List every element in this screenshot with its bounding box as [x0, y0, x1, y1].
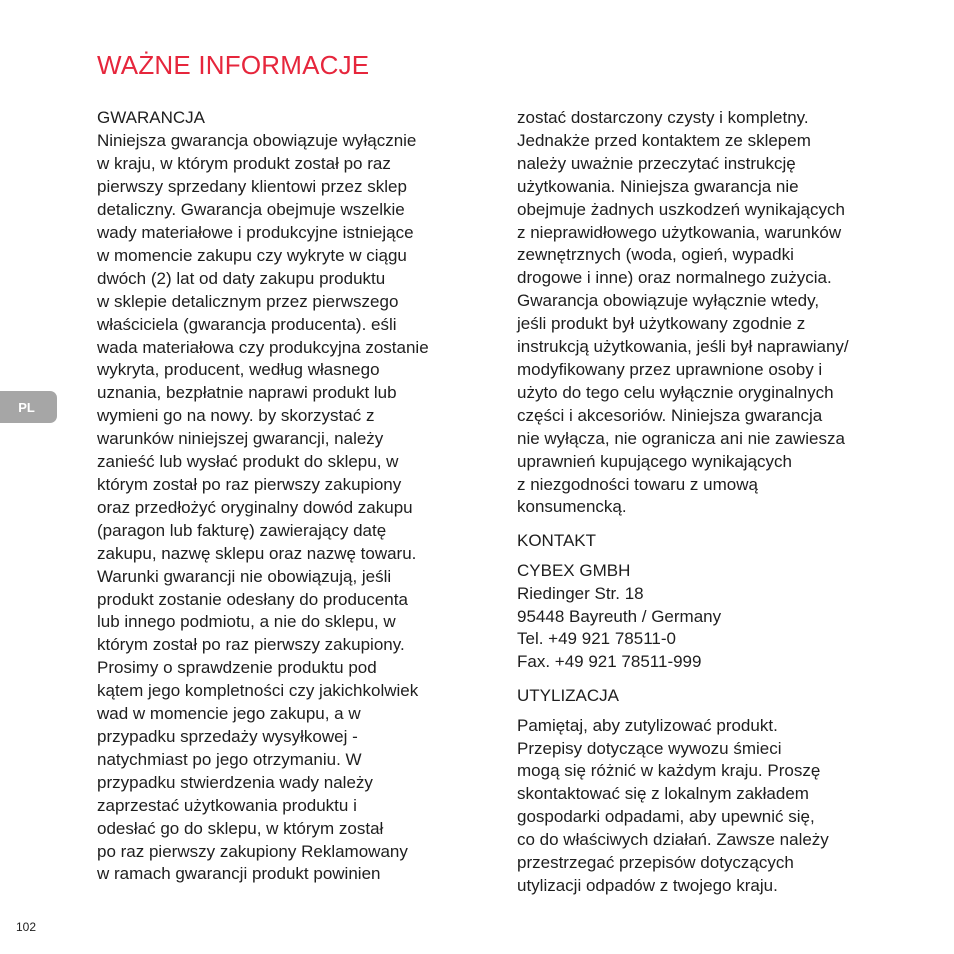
text-line: uznania, bezpłatnie naprawi produkt lub [97, 383, 397, 403]
text-line: instrukcją użytkowania, jeśli był naprawiany/ [517, 337, 849, 357]
text-line: z niezgodności towaru z umową [517, 474, 758, 494]
text-line: gospodarki odpadami, aby upewnić się, [517, 807, 815, 827]
text-line: drogowe i inne) oraz normalnego zużycia. [517, 268, 832, 288]
company-name: CYBEX GMBH [517, 560, 631, 580]
text-line: Gwarancja obowiązuje wyłącznie wtedy, [517, 291, 820, 311]
text-line: 95448 Bayreuth / Germany [517, 606, 722, 626]
text-line: Riedinger Str. 18 [517, 583, 644, 603]
text-line: przypadku sprzedaży wysyłkowej - [97, 726, 358, 746]
text-line: konsumencką. [517, 497, 627, 517]
text-line: Jednakże przed kontaktem ze sklepem [517, 130, 811, 150]
text-line: pierwszy sprzedany klientowi przez sklep [97, 177, 407, 197]
text-line: jeśli produkt był użytkowany zgodnie z [517, 314, 806, 334]
text-line: należy uważnie przeczytać instrukcję [517, 153, 796, 173]
right-column [517, 107, 917, 898]
text-line: Fax. +49 921 78511-999 [517, 652, 702, 672]
text-line: oraz przedłożyć oryginalny dowód zakupu [97, 497, 413, 517]
text-line: Tel. +49 921 78511-0 [517, 629, 676, 649]
disposal-heading: UTYLIZACJA [517, 686, 620, 706]
page-title: WAŻNE INFORMACJE [97, 50, 370, 80]
text-line: dwóch (2) lat od daty zakupu produktu [97, 268, 386, 288]
text-line: użyto do tego celu wyłącznie oryginalnych [517, 382, 834, 402]
text-line: z nieprawidłowego użytkowania, warunków [517, 222, 842, 242]
warranty-heading: GWARANCJA [97, 108, 205, 127]
text-line: warunków niniejszej gwarancji, należy [97, 429, 384, 449]
warranty-continued-text [517, 107, 917, 519]
disposal-text [517, 715, 917, 898]
text-line: wady materiałowe i produkcyjne istniejące [97, 223, 414, 243]
text-line: obejmuje żadnych uszkodzeń wynikających [517, 199, 845, 219]
text-line: właściciela (gwarancja producenta). eśli [97, 314, 397, 334]
text-line: wymieni go na nowy. by skorzystać z [97, 406, 375, 426]
language-tab-label: PL [18, 399, 35, 415]
text-line: którym został po raz pierwszy zakupiony [97, 475, 402, 494]
text-line: części i akcesoriów. Niniejsza gwarancja [517, 405, 823, 425]
language-tab [0, 391, 57, 423]
text-line: Pamiętaj, aby zutylizować produkt. [517, 715, 778, 735]
text-line: po raz pierwszy zakupiony Reklamowany [97, 841, 408, 861]
text-line: Niniejsza gwarancja obowiązuje wyłącznie [97, 131, 417, 151]
text-line: wykryta, producent, według własnego [97, 360, 380, 380]
text-line: co do właściwych działań. Zawsze należy [517, 830, 829, 850]
text-line: zakupu, nazwę sklepu oraz nazwę towaru. [97, 543, 417, 563]
text-line: wad w momencie jego zakupu, a w [97, 704, 361, 724]
text-line: natychmiast po jego otrzymaniu. W [97, 749, 362, 769]
text-line: uprawnień kupującego wynikających [517, 451, 792, 471]
text-line: Prosimy o sprawdzenie produktu pod [97, 658, 377, 678]
text-line: zaprzestać użytkowania produktu i [97, 795, 357, 815]
text-line: skontaktować się z lokalnym zakładem [517, 784, 809, 804]
contact-section [517, 530, 917, 674]
text-line: wada materiałowa czy produkcyjna zostanie [97, 337, 429, 357]
text-line: odesłać go do sklepu, w którym został [97, 818, 384, 838]
text-line: w ramach gwarancji produkt powinien [97, 864, 381, 884]
warranty-section [97, 107, 489, 886]
text-line: w momencie zakupu czy wykryte w ciągu [97, 245, 407, 265]
text-line: zewnętrznych (woda, ogień, wypadki [517, 245, 794, 265]
text-line: (paragon lub fakturę) zawierający datę [97, 520, 387, 540]
text-line: lub innego podmiotu, a nie do sklepu, w [97, 612, 396, 632]
text-line: mogą się różnić w każdym kraju. Proszę [517, 761, 821, 781]
text-line: którym został po raz pierwszy zakupiony. [97, 635, 405, 655]
warranty-text [97, 130, 489, 886]
text-line: kątem jego kompletności czy jakichkolwiek [97, 681, 419, 701]
contact-heading: KONTAKT [517, 531, 597, 551]
text-line: w sklepie detalicznym przez pierwszego [97, 291, 399, 311]
contact-address [517, 583, 917, 675]
text-line: zanieść lub wysłać produkt do sklepu, w [97, 452, 399, 472]
page-number: 102 [16, 920, 37, 934]
text-line: produkt zostanie odesłany do producenta [97, 589, 408, 609]
disposal-section [517, 685, 917, 898]
text-line: w kraju, w którym produkt został po raz [97, 154, 391, 174]
text-line: przypadku stwierdzenia wady należy [97, 772, 373, 792]
text-line: utylizacji odpadów z twojego kraju. [517, 876, 778, 895]
text-line: zostać dostarczony czysty i kompletny. [517, 108, 809, 127]
text-line: Warunki gwarancji nie obowiązują, jeśli [97, 566, 392, 586]
text-line: przestrzegać przepisów dotyczących [517, 853, 794, 873]
text-line: nie wyłącza, nie ogranicza ani nie zawiesza [517, 428, 845, 448]
text-line: modyfikowany przez uprawnione osoby i [517, 359, 823, 379]
text-line: detaliczny. Gwarancja obejmuje wszelkie [97, 200, 405, 220]
text-line: użytkowania. Niniejsza gwarancja nie [517, 176, 799, 196]
text-line: Przepisy dotyczące wywozu śmieci [517, 738, 782, 758]
